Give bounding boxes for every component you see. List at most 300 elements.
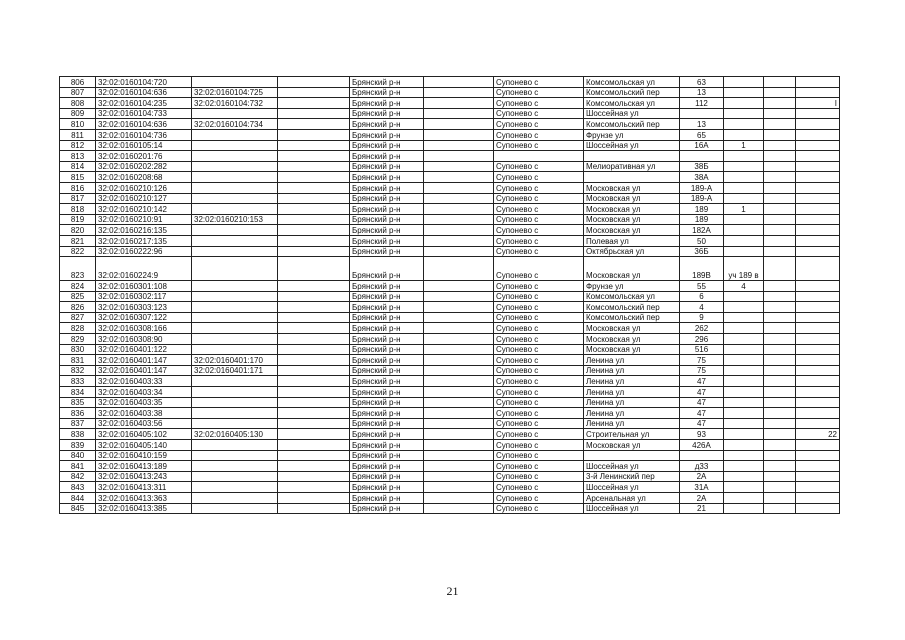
table-row bbox=[60, 376, 840, 387]
table-cell bbox=[764, 119, 796, 130]
table-cell: 816 bbox=[60, 182, 96, 193]
table-cell bbox=[192, 471, 278, 482]
table-cell bbox=[724, 98, 764, 109]
table-cell bbox=[764, 334, 796, 345]
table-cell: Супонево с bbox=[494, 281, 584, 292]
table-cell bbox=[796, 77, 840, 88]
table-cell: Супонево с bbox=[494, 387, 584, 398]
table-cell bbox=[424, 334, 494, 345]
table-cell: Брянский р-н bbox=[350, 492, 424, 503]
table-cell: 842 bbox=[60, 471, 96, 482]
table-cell bbox=[724, 397, 764, 408]
table-cell bbox=[724, 77, 764, 88]
table-cell bbox=[764, 193, 796, 204]
table-cell bbox=[796, 482, 840, 493]
table-cell: 47 bbox=[680, 376, 724, 387]
table-cell bbox=[424, 355, 494, 366]
table-cell: Комсомольская ул bbox=[584, 291, 680, 302]
table-cell bbox=[424, 344, 494, 355]
table-cell: Московская ул bbox=[584, 440, 680, 451]
table-cell bbox=[796, 503, 840, 514]
table-cell: Брянский р-н bbox=[350, 87, 424, 98]
table-cell bbox=[724, 302, 764, 313]
table-cell: 32:02:0160104:720 bbox=[96, 77, 192, 88]
table-cell bbox=[424, 291, 494, 302]
table-cell bbox=[680, 108, 724, 119]
table-cell: Ленина ул bbox=[584, 355, 680, 366]
table-cell: I bbox=[796, 98, 840, 109]
table-row bbox=[60, 281, 840, 292]
table-cell: 21 bbox=[680, 503, 724, 514]
table-cell: д33 bbox=[680, 461, 724, 472]
table-cell: 4 bbox=[680, 302, 724, 313]
table-cell bbox=[192, 172, 278, 183]
table-cell: 806 bbox=[60, 77, 96, 88]
table-row bbox=[60, 408, 840, 419]
table-cell bbox=[724, 450, 764, 461]
table-cell: 32:02:0160210:126 bbox=[96, 182, 192, 193]
table-cell: 3-й Ленинский пер bbox=[584, 471, 680, 482]
table-cell: 182А bbox=[680, 225, 724, 236]
table-cell: 840 bbox=[60, 450, 96, 461]
table-cell: Брянский р-н bbox=[350, 235, 424, 246]
table-cell: 32:02:0160401:147 bbox=[96, 365, 192, 376]
table-cell bbox=[424, 418, 494, 429]
table-cell: 837 bbox=[60, 418, 96, 429]
table-cell: 36Б bbox=[680, 246, 724, 257]
table-cell bbox=[680, 151, 724, 162]
table-cell: 836 bbox=[60, 408, 96, 419]
table-cell bbox=[724, 182, 764, 193]
table-cell bbox=[278, 450, 350, 461]
table-cell: 811 bbox=[60, 129, 96, 140]
table-cell bbox=[796, 461, 840, 472]
table-cell: 32:02:0160210:142 bbox=[96, 204, 192, 215]
table-cell: Супонево с bbox=[494, 235, 584, 246]
table-cell bbox=[796, 312, 840, 323]
table-cell: Шоссейная ул bbox=[584, 140, 680, 151]
table-cell bbox=[278, 161, 350, 172]
table-cell: Ленина ул bbox=[584, 408, 680, 419]
table-cell: Супонево с bbox=[494, 77, 584, 88]
table-cell: 9 bbox=[680, 312, 724, 323]
table-cell bbox=[724, 193, 764, 204]
table-cell bbox=[724, 151, 764, 162]
table-cell: Супонево с bbox=[494, 440, 584, 451]
table-cell: Брянский р-н bbox=[350, 440, 424, 451]
table-cell bbox=[278, 429, 350, 440]
table-cell bbox=[724, 408, 764, 419]
table-cell: Брянский р-н bbox=[350, 257, 424, 281]
table-cell: 32:02:0160210:153 bbox=[192, 214, 278, 225]
table-cell: 32:02:0160403:38 bbox=[96, 408, 192, 419]
table-cell bbox=[680, 450, 724, 461]
table-cell bbox=[764, 77, 796, 88]
table-cell bbox=[278, 312, 350, 323]
table-cell bbox=[192, 151, 278, 162]
table-cell: Октябрьская ул bbox=[584, 246, 680, 257]
table-row bbox=[60, 151, 840, 162]
table-cell bbox=[764, 214, 796, 225]
table-cell: Шоссейная ул bbox=[584, 461, 680, 472]
table-cell bbox=[724, 291, 764, 302]
table-cell bbox=[724, 108, 764, 119]
table-cell bbox=[764, 151, 796, 162]
table-cell bbox=[796, 140, 840, 151]
table-cell bbox=[764, 418, 796, 429]
table-cell bbox=[764, 182, 796, 193]
table-row bbox=[60, 440, 840, 451]
table-cell: 32:02:0160208:68 bbox=[96, 172, 192, 183]
table-row bbox=[60, 461, 840, 472]
table-cell: 32:02:0160104:235 bbox=[96, 98, 192, 109]
table-cell: Брянский р-н bbox=[350, 408, 424, 419]
table-cell: 32:02:0160413:385 bbox=[96, 503, 192, 514]
table-cell: 809 bbox=[60, 108, 96, 119]
table-cell: Ленина ул bbox=[584, 376, 680, 387]
table-cell: 47 bbox=[680, 408, 724, 419]
table-row bbox=[60, 108, 840, 119]
table-cell: 55 bbox=[680, 281, 724, 292]
table-cell: 32:02:0160403:33 bbox=[96, 376, 192, 387]
table-cell: Супонево с bbox=[494, 312, 584, 323]
table-cell bbox=[192, 129, 278, 140]
table-cell: Брянский р-н bbox=[350, 302, 424, 313]
table-cell: 832 bbox=[60, 365, 96, 376]
table-row bbox=[60, 365, 840, 376]
table-cell: Московская ул bbox=[584, 257, 680, 281]
table-cell bbox=[192, 387, 278, 398]
table-cell bbox=[278, 387, 350, 398]
table-row bbox=[60, 492, 840, 503]
table-cell: 189-А bbox=[680, 193, 724, 204]
table-row bbox=[60, 129, 840, 140]
table-cell: Супонево с bbox=[494, 161, 584, 172]
table-cell: 32:02:0160307:122 bbox=[96, 312, 192, 323]
table-cell bbox=[424, 108, 494, 119]
table-cell: Полевая ул bbox=[584, 235, 680, 246]
table-cell: 810 bbox=[60, 119, 96, 130]
table-cell bbox=[278, 182, 350, 193]
table-row bbox=[60, 429, 840, 440]
table-cell: 38Б bbox=[680, 161, 724, 172]
table-cell: Брянский р-н bbox=[350, 129, 424, 140]
table-cell bbox=[278, 246, 350, 257]
table-cell bbox=[278, 461, 350, 472]
table-cell bbox=[192, 246, 278, 257]
table-cell: Московская ул bbox=[584, 193, 680, 204]
table-cell: Супонево с bbox=[494, 365, 584, 376]
table-cell bbox=[424, 387, 494, 398]
table-cell bbox=[796, 355, 840, 366]
table-cell bbox=[724, 492, 764, 503]
table-cell: 75 bbox=[680, 365, 724, 376]
table-cell bbox=[764, 161, 796, 172]
table-cell: 32:02:0160403:56 bbox=[96, 418, 192, 429]
table-cell bbox=[724, 365, 764, 376]
table-cell: 32:02:0160217:135 bbox=[96, 235, 192, 246]
table-cell: Брянский р-н bbox=[350, 323, 424, 334]
table-cell bbox=[424, 492, 494, 503]
table-cell: Супонево с bbox=[494, 397, 584, 408]
table-cell: 296 bbox=[680, 334, 724, 345]
table-cell bbox=[796, 408, 840, 419]
table-cell bbox=[192, 440, 278, 451]
table-cell bbox=[278, 204, 350, 215]
table-cell: Супонево с bbox=[494, 225, 584, 236]
table-cell bbox=[724, 129, 764, 140]
table-cell: Супонево с bbox=[494, 193, 584, 204]
table-cell bbox=[192, 450, 278, 461]
table-cell: Брянский р-н bbox=[350, 344, 424, 355]
table-cell bbox=[796, 204, 840, 215]
table-cell bbox=[764, 246, 796, 257]
table-cell bbox=[764, 408, 796, 419]
table-cell bbox=[424, 312, 494, 323]
table-cell: 820 bbox=[60, 225, 96, 236]
table-cell bbox=[796, 492, 840, 503]
table-cell: 38А bbox=[680, 172, 724, 183]
table-cell: 2А bbox=[680, 471, 724, 482]
table-cell bbox=[278, 397, 350, 408]
table-cell bbox=[584, 172, 680, 183]
table-cell bbox=[764, 397, 796, 408]
table-cell: 32:02:0160302:117 bbox=[96, 291, 192, 302]
table-cell: Брянский р-н bbox=[350, 418, 424, 429]
table-cell bbox=[192, 334, 278, 345]
table-cell: 32:02:0160403:35 bbox=[96, 397, 192, 408]
table-cell bbox=[764, 257, 796, 281]
table-cell: 16А bbox=[680, 140, 724, 151]
table-cell: Брянский р-н bbox=[350, 98, 424, 109]
table-row bbox=[60, 323, 840, 334]
table-cell: 32:02:0160202:282 bbox=[96, 161, 192, 172]
table-cell bbox=[424, 151, 494, 162]
table-cell: 808 bbox=[60, 98, 96, 109]
table-cell: 834 bbox=[60, 387, 96, 398]
table-cell: Супонево с bbox=[494, 471, 584, 482]
table-cell: 32:02:0160410:159 bbox=[96, 450, 192, 461]
table-row bbox=[60, 87, 840, 98]
table-cell: Московская ул bbox=[584, 214, 680, 225]
table-cell: 32:02:0160104:636 bbox=[96, 119, 192, 130]
table-cell bbox=[424, 281, 494, 292]
table-cell: Комсомольский пер bbox=[584, 312, 680, 323]
table-cell: Брянский р-н bbox=[350, 471, 424, 482]
table-cell: 32:02:0160308:90 bbox=[96, 334, 192, 345]
table-cell: 32:02:0160413:363 bbox=[96, 492, 192, 503]
table-cell bbox=[724, 418, 764, 429]
table-cell: 830 bbox=[60, 344, 96, 355]
table-cell: 50 bbox=[680, 235, 724, 246]
table-cell: 32:02:0160216:135 bbox=[96, 225, 192, 236]
table-cell bbox=[192, 302, 278, 313]
table-cell: Супонево с bbox=[494, 376, 584, 387]
table-cell bbox=[764, 323, 796, 334]
table-cell: 32:02:0160413:243 bbox=[96, 471, 192, 482]
table-row bbox=[60, 503, 840, 514]
table-cell bbox=[278, 418, 350, 429]
table-cell bbox=[278, 172, 350, 183]
table-cell: Супонево с bbox=[494, 98, 584, 109]
table-cell: 838 bbox=[60, 429, 96, 440]
table-cell bbox=[424, 98, 494, 109]
table-cell: 93 bbox=[680, 429, 724, 440]
table-cell bbox=[278, 257, 350, 281]
table-cell bbox=[192, 182, 278, 193]
cadastral-table bbox=[59, 76, 840, 514]
table-cell bbox=[724, 225, 764, 236]
table-cell: Брянский р-н bbox=[350, 355, 424, 366]
table-cell bbox=[192, 77, 278, 88]
table-cell bbox=[796, 334, 840, 345]
table-cell: Комсомольский пер bbox=[584, 87, 680, 98]
table-cell: Супонево с bbox=[494, 172, 584, 183]
table-cell: Брянский р-н bbox=[350, 193, 424, 204]
table-cell bbox=[764, 344, 796, 355]
table-cell: 819 bbox=[60, 214, 96, 225]
table-row bbox=[60, 204, 840, 215]
table-cell: Брянский р-н bbox=[350, 376, 424, 387]
table-row bbox=[60, 257, 840, 281]
table-cell bbox=[278, 323, 350, 334]
table-cell bbox=[192, 257, 278, 281]
table-cell: 189-А bbox=[680, 182, 724, 193]
table-cell bbox=[192, 344, 278, 355]
table-row bbox=[60, 225, 840, 236]
table-cell: 65 bbox=[680, 129, 724, 140]
table-cell bbox=[278, 291, 350, 302]
table-row bbox=[60, 172, 840, 183]
table-cell bbox=[796, 302, 840, 313]
table-cell bbox=[764, 450, 796, 461]
table-cell: 32:02:0160405:130 bbox=[192, 429, 278, 440]
table-cell: Ленина ул bbox=[584, 387, 680, 398]
table-cell bbox=[192, 225, 278, 236]
table-cell bbox=[192, 140, 278, 151]
table-cell: 826 bbox=[60, 302, 96, 313]
table-cell bbox=[724, 344, 764, 355]
table-row bbox=[60, 246, 840, 257]
table-row bbox=[60, 98, 840, 109]
table-cell bbox=[764, 140, 796, 151]
table-cell bbox=[584, 450, 680, 461]
table-cell bbox=[192, 418, 278, 429]
table-cell: Супонево с bbox=[494, 482, 584, 493]
table-cell: Строительная ул bbox=[584, 429, 680, 440]
table-cell bbox=[192, 235, 278, 246]
table-cell bbox=[278, 87, 350, 98]
table-cell bbox=[278, 225, 350, 236]
table-cell bbox=[724, 429, 764, 440]
table-cell bbox=[278, 108, 350, 119]
table-cell bbox=[192, 161, 278, 172]
table-cell bbox=[278, 334, 350, 345]
table-cell bbox=[724, 214, 764, 225]
table-cell bbox=[192, 108, 278, 119]
table-cell: 844 bbox=[60, 492, 96, 503]
table-cell bbox=[278, 302, 350, 313]
table-cell: Московская ул bbox=[584, 225, 680, 236]
table-row bbox=[60, 471, 840, 482]
table-cell bbox=[796, 225, 840, 236]
table-row bbox=[60, 182, 840, 193]
table-cell bbox=[424, 235, 494, 246]
table-cell bbox=[796, 193, 840, 204]
table-cell bbox=[278, 344, 350, 355]
table-cell: Московская ул bbox=[584, 182, 680, 193]
table-row bbox=[60, 450, 840, 461]
table-cell: 32:02:0160104:733 bbox=[96, 108, 192, 119]
table-cell: 32:02:0160104:725 bbox=[192, 87, 278, 98]
table-cell: 818 bbox=[60, 204, 96, 215]
table-cell bbox=[764, 355, 796, 366]
table-row bbox=[60, 334, 840, 345]
table-cell bbox=[424, 257, 494, 281]
table-cell: 32:02:0160308:166 bbox=[96, 323, 192, 334]
table-cell: Брянский р-н bbox=[350, 151, 424, 162]
table-cell: 32:02:0160222:96 bbox=[96, 246, 192, 257]
table-cell: 812 bbox=[60, 140, 96, 151]
table-cell bbox=[424, 429, 494, 440]
table-cell: 32:02:0160104:736 bbox=[96, 129, 192, 140]
table-cell: 112 bbox=[680, 98, 724, 109]
table-cell bbox=[278, 376, 350, 387]
table-cell: 821 bbox=[60, 235, 96, 246]
table-cell: Супонево с bbox=[494, 323, 584, 334]
table-cell: 32:02:0160210:127 bbox=[96, 193, 192, 204]
table-cell bbox=[724, 461, 764, 472]
table-cell: 825 bbox=[60, 291, 96, 302]
table-cell bbox=[278, 503, 350, 514]
table-cell bbox=[764, 376, 796, 387]
table-cell bbox=[764, 440, 796, 451]
table-cell bbox=[796, 344, 840, 355]
table-cell bbox=[192, 408, 278, 419]
table-row bbox=[60, 355, 840, 366]
table-cell bbox=[796, 397, 840, 408]
table-cell bbox=[764, 312, 796, 323]
table-cell bbox=[796, 129, 840, 140]
table-cell bbox=[796, 161, 840, 172]
table-cell bbox=[424, 172, 494, 183]
table-cell: Супонево с bbox=[494, 461, 584, 472]
table-row bbox=[60, 397, 840, 408]
table-cell: Брянский р-н bbox=[350, 214, 424, 225]
table-cell bbox=[424, 129, 494, 140]
table-cell bbox=[192, 281, 278, 292]
table-cell: Комсомольский пер bbox=[584, 302, 680, 313]
table-cell bbox=[192, 492, 278, 503]
table-cell bbox=[424, 461, 494, 472]
table-row bbox=[60, 140, 840, 151]
table-cell bbox=[424, 302, 494, 313]
table-cell bbox=[764, 482, 796, 493]
table-cell: Супонево с bbox=[494, 344, 584, 355]
table-cell: 32:02:0160210:91 bbox=[96, 214, 192, 225]
table-cell: 32:02:0160201:76 bbox=[96, 151, 192, 162]
table-cell: 835 bbox=[60, 397, 96, 408]
table-cell: 32:02:0160301:108 bbox=[96, 281, 192, 292]
table-cell bbox=[764, 225, 796, 236]
table-cell bbox=[278, 119, 350, 130]
table-cell: 32:02:0160105:14 bbox=[96, 140, 192, 151]
table-cell bbox=[278, 77, 350, 88]
table-cell bbox=[764, 503, 796, 514]
table-cell bbox=[764, 429, 796, 440]
table-row bbox=[60, 119, 840, 130]
table-row bbox=[60, 291, 840, 302]
